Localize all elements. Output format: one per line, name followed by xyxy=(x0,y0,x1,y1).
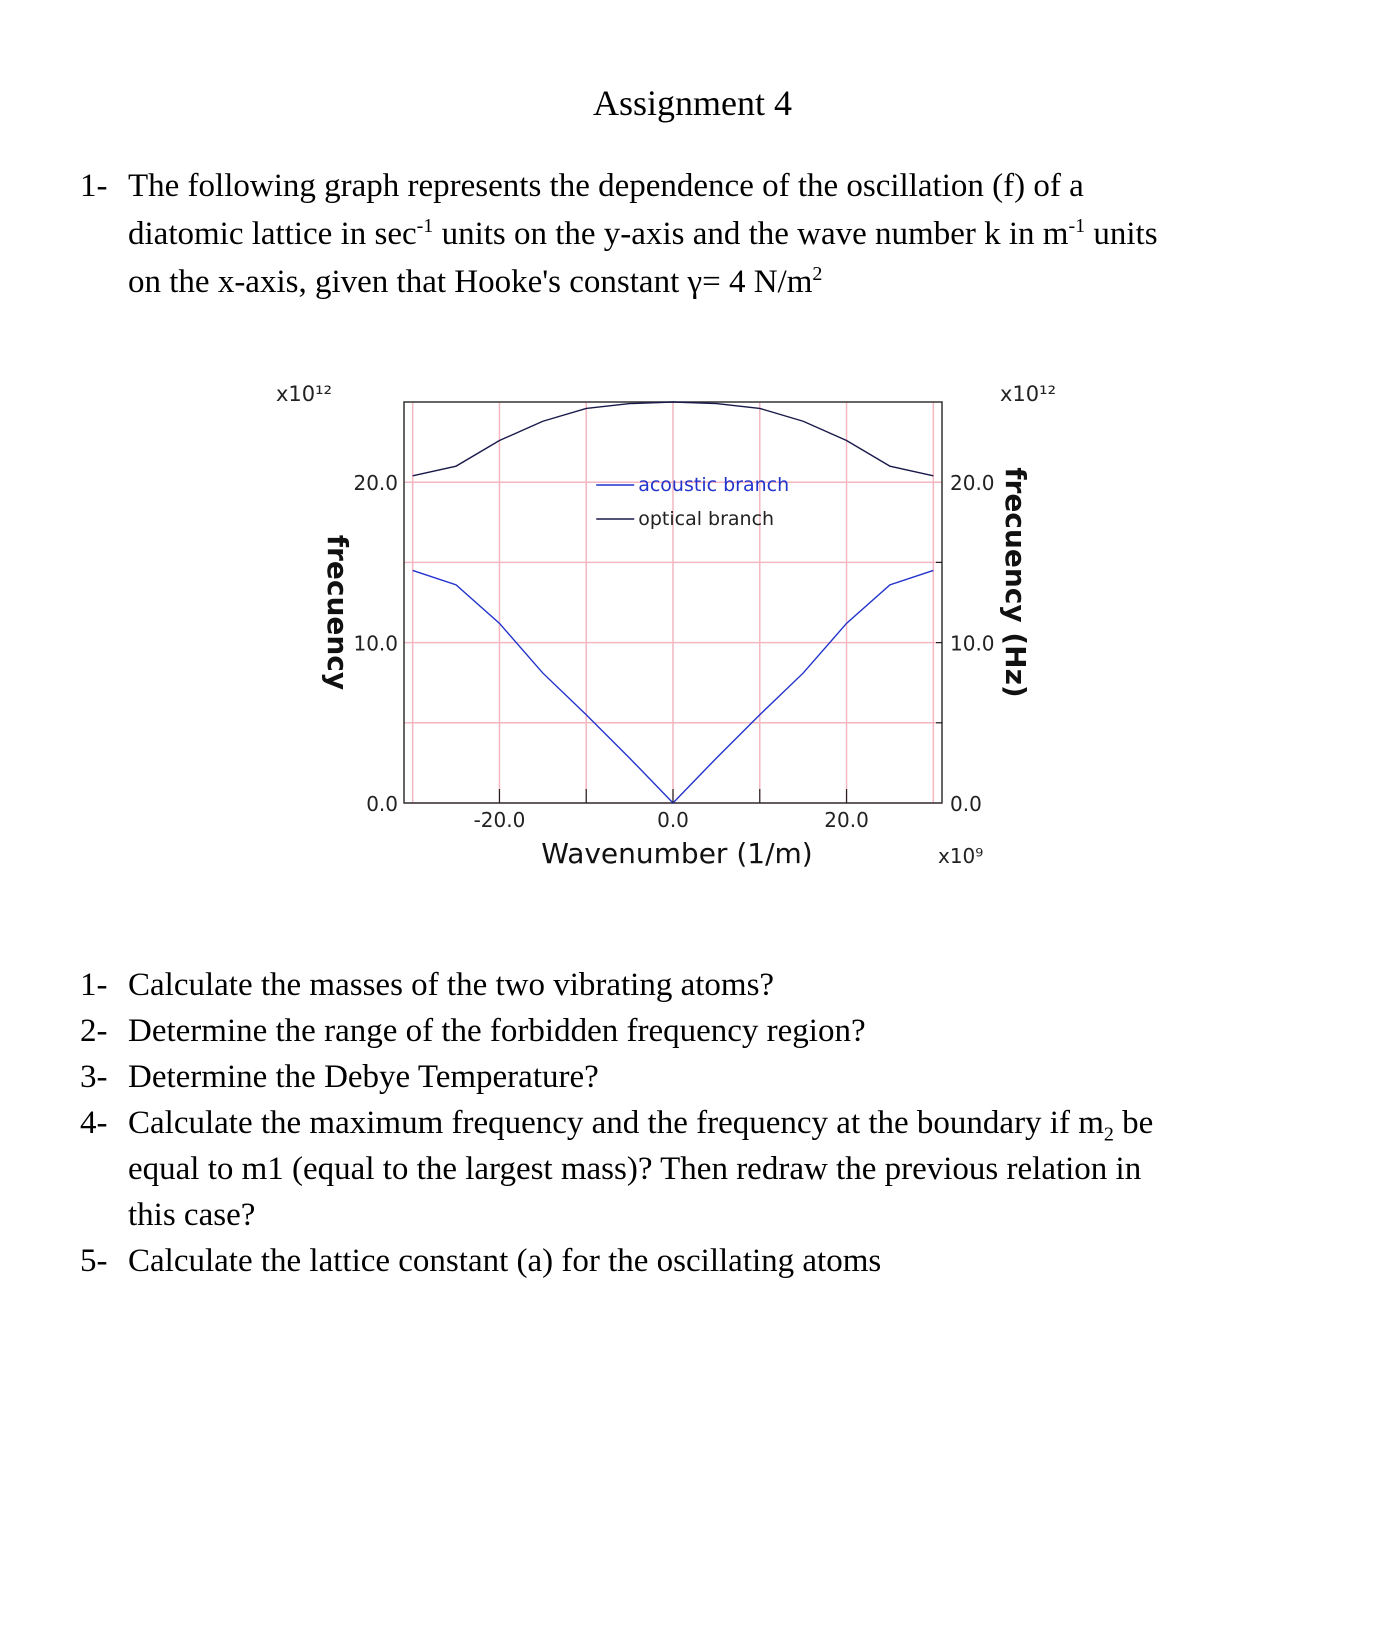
intro-question xyxy=(80,162,1330,306)
x-axis-title: Wavenumber (1/m) xyxy=(541,837,813,870)
list-item: 3- Determine the Debye Temperature? xyxy=(80,1059,599,1095)
y-axis-title-left: frecuency xyxy=(321,534,354,691)
y-axis-title-right: frecuency (Hz) xyxy=(999,467,1032,698)
list-item: 4- Calculate the maximum frequency and the frequency at the boundary if $m_2$ be equal to m1 (equal to the largest mass)? Then redraw the previous relation in this case? xyxy=(80,1105,1154,1233)
legend-label: acoustic branch xyxy=(638,474,790,496)
legend-label: optical branch xyxy=(638,508,775,530)
y-multiplier-left: x10¹² xyxy=(276,382,332,406)
y-tick-label-right: 0.0 xyxy=(950,792,982,816)
list-item: 1- Calculate the masses of the two vibrating atoms? xyxy=(80,967,775,1003)
y-tick-label-right: 10.0 xyxy=(950,631,995,656)
question-list xyxy=(80,962,1330,1284)
y-tick-label-left: 20.0 xyxy=(353,471,398,496)
x-multiplier: x10⁹ xyxy=(938,844,984,868)
intro-line-1: The following graph represents the dependence of the oscillation (f) of a xyxy=(128,168,1084,204)
y-multiplier-right: x10¹² xyxy=(1000,382,1056,406)
dispersion-chart xyxy=(270,370,1090,910)
intro-line-3: on the x-axis, given that Hooke's constant γ= 4 $N/m^2$ xyxy=(128,263,823,300)
y-tick-label-left: 10.0 xyxy=(353,631,398,656)
x-tick-label: 0.0 xyxy=(657,808,689,832)
intro-line-2: diatomic lattice in $\sec^{-1}$ units on the y-axis and the wave number k in $m^{-1}$ units xyxy=(128,215,1158,252)
list-item: 2- Determine the range of the forbidden frequency region? xyxy=(80,1013,866,1049)
list-item: 5- Calculate the lattice constant (a) for the oscillating atoms xyxy=(80,1243,882,1279)
x-tick-label: -20.0 xyxy=(473,808,526,832)
y-tick-label-left: 0.0 xyxy=(366,792,398,816)
page-title: Assignment 4 xyxy=(592,83,792,123)
x-tick-label: 20.0 xyxy=(824,808,869,832)
question-number: 1- xyxy=(80,168,108,204)
y-tick-label-right: 20.0 xyxy=(950,471,995,496)
